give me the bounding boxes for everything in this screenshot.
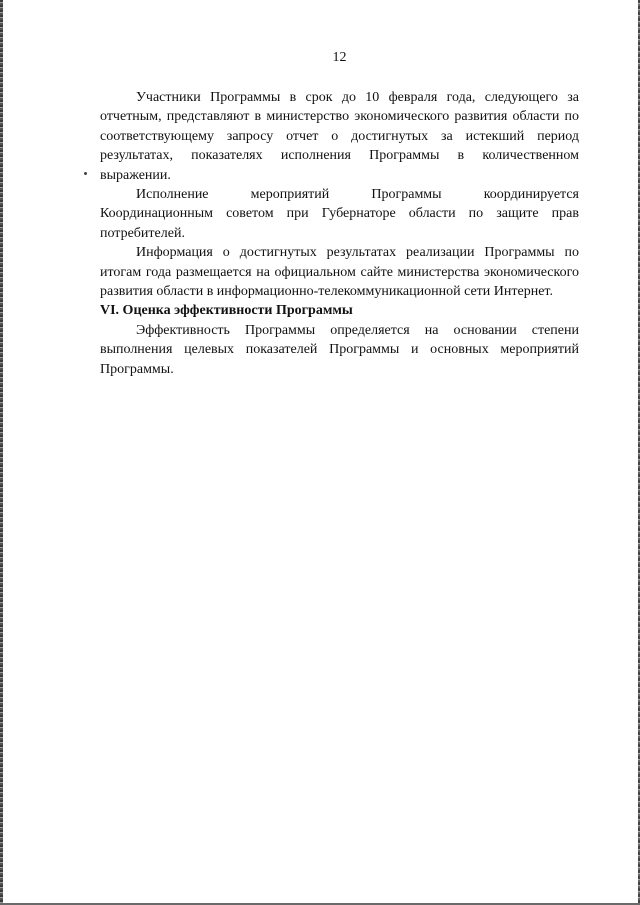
page-number: 12 — [332, 50, 347, 65]
paragraph-coordination: Исполнение мероприятий Программы координируется Координационным советом при Губернаторе области по защите прав потребителей. — [100, 187, 579, 241]
paragraph-publication: Информация о достигнутых результатах реализации Программы по итогам года размещается на официальном сайте министерства экономического развития области в информационно-телекоммуникационной сети Интернет. — [100, 245, 579, 300]
scan-speck — [84, 172, 87, 175]
section-heading: VI. Оценка эффективности Программы — [100, 303, 353, 319]
document-body — [100, 88, 579, 379]
scan-border-left — [0, 0, 3, 905]
paragraph-reporting: Участники Программы в срок до 10 февраля года, следующего за отчетным, представляют в министерство экономического развития области по соответствующему запросу отчет о достигнутых за истекший период результатах, показателях исполнения Программы в количественном выражении. — [100, 90, 579, 183]
paragraph-efficiency: Эффективность Программы определяется на основании степени выполнения целевых показателей Программы и основных мероприятий Программы. — [100, 322, 579, 377]
